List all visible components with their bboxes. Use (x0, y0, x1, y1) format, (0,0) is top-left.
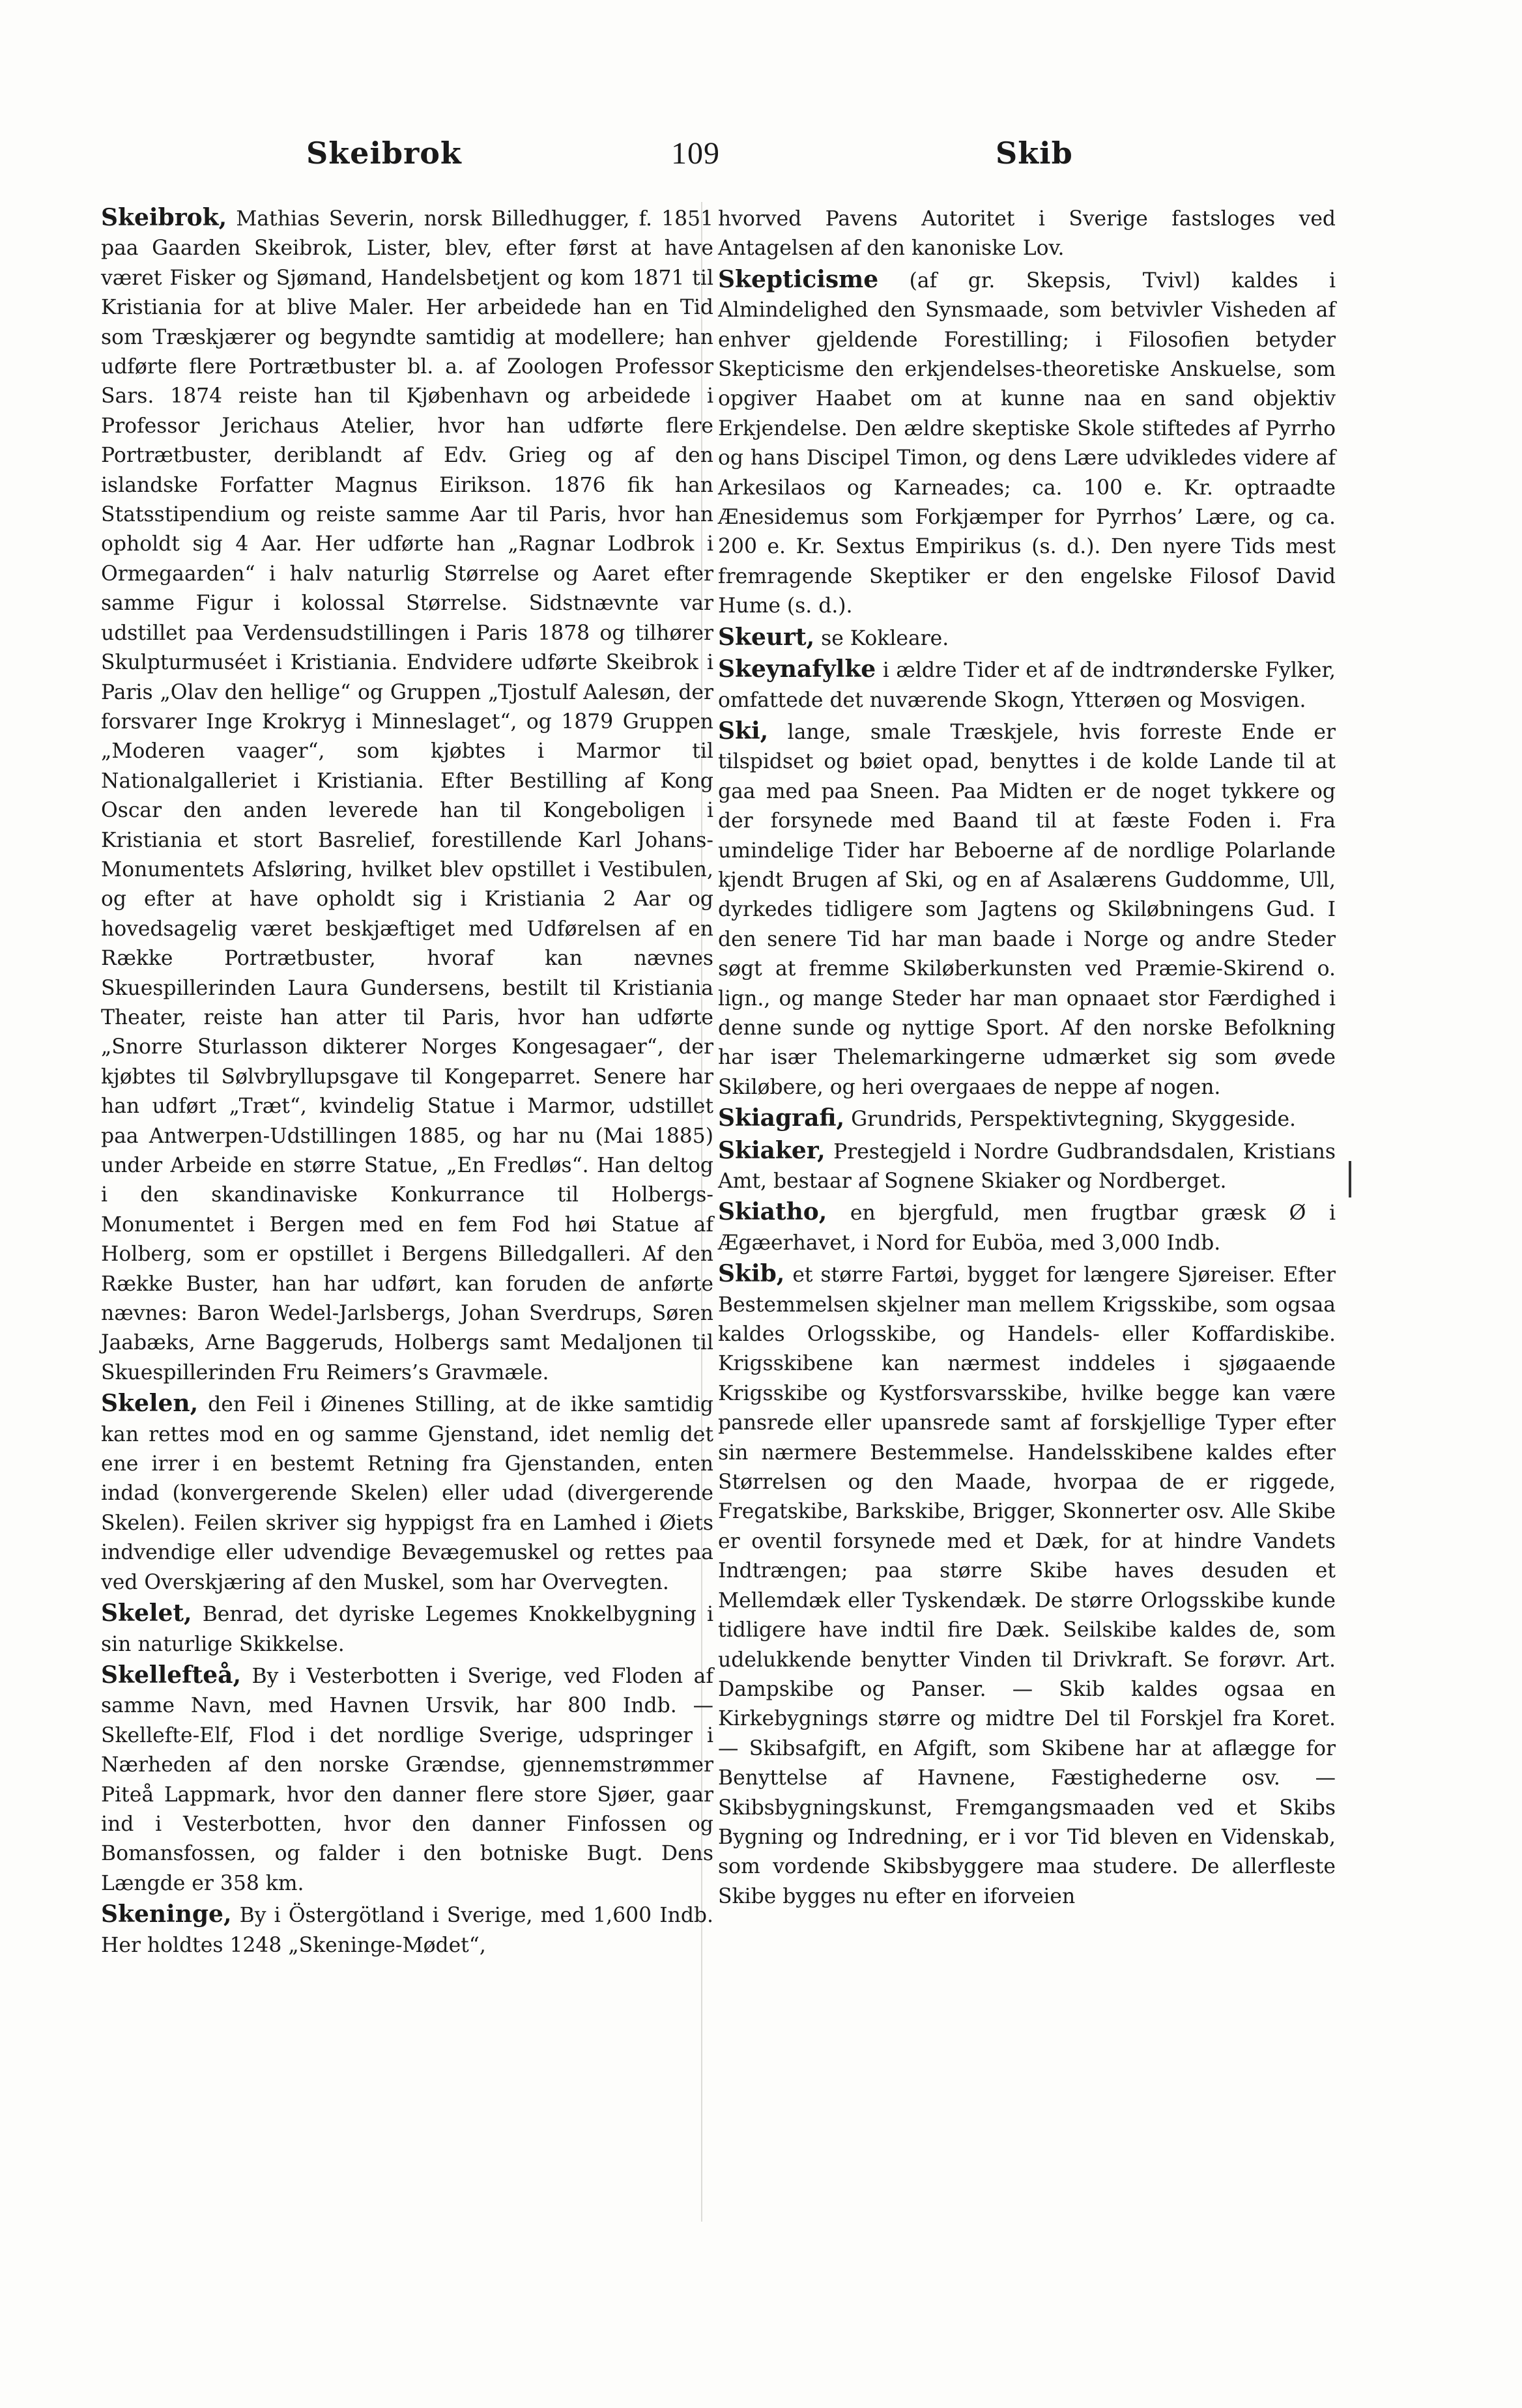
headword: Skeninge, (101, 1900, 232, 1928)
entry-text: hvorved Pavens Autoritet i Sverige fastsloges ved Antagelsen af den kanoniske Lov. (718, 207, 1336, 261)
margin-mark (1349, 1161, 1351, 1197)
entry-skiaker (718, 1136, 1336, 1197)
entry-text: Grundrids, Perspektivtegning, Skyggeside. (844, 1108, 1297, 1132)
headword: Ski, (718, 717, 769, 745)
entry-continuation (718, 203, 1336, 264)
left-column (101, 203, 713, 1962)
page-number: 109 (671, 136, 720, 171)
entry-skelleftea (101, 1661, 713, 1899)
entry-text: By i Vesterbotten i Sverige, ved Floden af samme Navn, med Havnen Ursvik, har 800 Indb. — Skellefte-Elf, Flod i det nordlige Sverige, udspringer i Nærheden af den norske Grændse, gjennemstrømmer Piteå Lappmark, hvor den danner flere store Sjøer, gaar ind i Vesterbotten, hvor den danner Finfossen og Bomansfossen, og falder i den botniske Bugt. Dens Længde er 358 km. (101, 1664, 713, 1895)
entry-skeurt (718, 623, 1336, 653)
entry-text: lange, smale Træskjele, hvis forreste Ende er tilspidset og bøiet opad, benyttes i de kolde Lande til at gaa med paa Sneen. Paa Midten er de noget tykkere og der forsynede med Baand til at fæste Foden i. Fra umindelige Tider har Beboerne af de nordlige Polarlande kjendt Brugen af Ski, og en af Asalærens Guddomme, Ull, dyrkedes tidligere som Jagtens og Skiløbningens Gud. I den senere Tid har man baade i Norge og andre Steder søgt at fremme Skiløberkunsten ved Præmie-Skirend o. lign., og mange Steder har man opnaaet stor Færdighed i denne sunde og nyttige Sport. Af den norske Befolkning har især Thelemarkingerne udmærket sig som øvede Skiløbere, og heri overgaaes de neppe af nogen. (718, 720, 1336, 1099)
left-running-head: Skeibrok (306, 136, 462, 171)
entry-skelet (101, 1599, 713, 1659)
headword: Skepticisme (718, 265, 879, 293)
entry-skib (718, 1259, 1336, 1912)
entry-skelen (101, 1389, 713, 1598)
headword: Skiagrafi, (718, 1104, 845, 1132)
entry-text: Prestegjeld i Nordre Gudbrandsdalen, Kristians Amt, bestaar af Sognene Skiaker og Nordberget. (718, 1140, 1336, 1193)
running-header (0, 136, 1522, 188)
headword: Skib, (718, 1260, 785, 1288)
headword: Skeynafylke (718, 655, 876, 683)
entry-skeninge (101, 1900, 713, 1960)
entry-text: se Kokleare. (814, 626, 949, 650)
entry-text: Benrad, det dyriske Legemes Knokkelbygning i sin naturlige Skikkelse. (101, 1603, 713, 1656)
right-column (718, 203, 1336, 1913)
entry-text: den Feil i Øinenes Stilling, at de ikke samtidig kan rettes mod en og samme Gjenstand, idet nemlig det ene irrer i en bestemt Retning fra Gjenstanden, enten indad (konvergerende Skelen) eller udad (divergerende Skelen). Feilen skriver sig hyppigst fra en Lamhed i Øiets indvendige eller udvendige Bevægemuskel og rettes paa ved Overskjæring af den Muskel, som har Overvegten. (101, 1393, 713, 1594)
headword: Skelen, (101, 1390, 199, 1418)
entry-ski (718, 717, 1336, 1102)
headword: Skiatho, (718, 1198, 827, 1226)
entry-skeynafylke (718, 655, 1336, 715)
entry-text: By i Östergötland i Sverige, med 1,600 Indb. Her holdtes 1248 „Skeninge-Mødet“, (101, 1904, 713, 1957)
headword: Skellefteå, (101, 1661, 241, 1689)
entry-text: Mathias Severin, norsk Billedhugger, f. 1851 paa Gaarden Skeibrok, Lister, blev, efter først at have været Fisker og Sjømand, Handelsbetjent og kom 1871 til Kristiania for at blive Maler. Her arbeidede han en Tid som Træskjærer og begyndte samtidig at modellere; han udførte flere Portrætbuster bl. a. af Zoologen Professor Sars. 1874 reiste han til Kjøbenhavn og arbeidede i Professor Jerichaus Atelier, hvor han udførte flere Portrætbuster, deriblandt af Edv. Grieg og af den islandske Forfatter Magnus Eirikson. 1876 fik han Statsstipendium og reiste samme Aar til Paris, hvor han opholdt sig 4 Aar. Her udførte han „Ragnar Lodbrok i Ormegaarden“ i halv naturlig Størrelse og Aaret efter samme Figur i kolossal Størrelse. Sidstnævnte var udstillet paa Verdensudstillingen i Paris 1878 og tilhører Skulpturmuséet i Kristiania. Endvidere udførte Skeibrok i Paris „Olav den hellige“ og Gruppen „Tjostulf Aalesøn, der forsvarer Inge Krokryg i Minneslaget“, og 1879 Gruppen „Moderen vaager“, som kjøbtes i Marmor til Nationalgalleriet i Kristiania. Efter Bestilling af Kong Oscar den anden leverede han til Kongeboligen i Kristiania et stort Basrelief, forestillende Karl Johans-Monumentets Afsløring, hvilket blev opstillet i Vestibulen, og efter at have opholdt sig i Kristiania 2 Aar og hovedsagelig været beskjæftiget med Udførelsen af en Række Portrætbuster, hvoraf kan nævnes Skuespillerinden Laura Gundersens, bestilt til Kristiania Theater, reiste han atter til Paris, hvor han udførte „Snorre Sturlasson dikterer Norges Kongesagaer“, der kjøbtes til Sølvbryllupsgave til Kongeparret. Senere har han udført „Træt“, kvindelig Statue i Marmor, udstillet paa Antwerpen-Udstillingen 1885, og har nu (Mai 1885) under Arbeide en større Statue, „En Fredløs“. Han deltog i den skandinaviske Konkurrance til Holbergs-Monumentet i Bergen med en fem Fod høi Statue af Holberg, som er opstillet i Bergens Billedgalleri. Af den Række Buster, han har udført, kan foruden de anførte nævnes: Baron Wedel-Jarlsbergs, Johan Sverdrups, Søren Jaabæks, Arne Baggeruds, Holbergs samt Medaljonen til Skuespillerinden Fru Reimers’s Gravmæle. (101, 207, 713, 1384)
entry-skepticisme (718, 265, 1336, 622)
entry-skiagrafi (718, 1104, 1336, 1134)
headword: Skelet, (101, 1599, 192, 1627)
entry-skeibrok (101, 203, 713, 1388)
entry-text: et større Fartøi, bygget for længere Sjøreiser. Efter Bestemmelsen skjelner man mellem Krigsskibe, som ogsaa kaldes Orlogsskibe, og Handels- eller Koffardiskibe. Krigsskibene kan nærmest inddeles i sjøgaaende Krigsskibe og Kystforsvarsskibe, hvilke begge kan være pansrede eller upansrede samt af forskjellige Typer efter sin nærmere Bestemmelse. Handelsskibene kaldes efter Størrelsen og den Maade, hvorpaa de er riggede, Fregatskibe, Barkskibe, Brigger, Skonnerter osv. Alle Skibe er oventil forsynede med et Dæk, for at hindre Vandets Indtrængen; paa større Skibe haves desuden et Mellemdæk eller Tyskendæk. De større Orlogsskibe kunde tidligere have indtil fire Dæk. Seilskibe kaldes de, som udelukkende benytter Vinden til Drivkraft. Se forøvr. Art. Dampskibe og Panser. — Skib kaldes ogsaa en Kirkebygnings større og midtre Del til Forskjel fra Koret. — Skibsafgift, en Afgift, som Skibene har at aflægge for Benyttelse af Havnene, Fæstighederne osv. — Skibsbygningskunst, Fremgangsmaaden ved et Skibs Bygning og Indredning, er i vor Tid bleven en Videnskab, som vordende Skibsbyggere maa studere. De allerfleste Skibe bygges nu efter en iforveien (718, 1263, 1336, 1908)
entry-text: en bjergfuld, men frugtbar græsk Ø i Ægæerhavet, i Nord for Euböa, med 3,000 Indb. (718, 1201, 1336, 1255)
entry-skiatho (718, 1197, 1336, 1258)
entry-text: i ældre Tider et af de indtrønderske Fylker, omfattede det nuværende Skogn, Ytterøen og Mosvigen. (718, 659, 1336, 712)
entry-text: (af gr. Skepsis, Tvivl) kaldes i Almindelighed den Synsmaade, som betvivler Visheden af enhver gjeldende Forestilling; i Filosofien betyder Skepticisme den erkjendelses-theoretiske Anskuelse, som opgiver Haabet om at kunne naa en sand objektiv Erkjendelse. Den ældre skeptiske Skole stiftedes af Pyrrho og hans Discipel Timon, og dens Lære udvikledes videre af Arkesilaos og Karneades; ca. 100 e. Kr. optraadte Ænesidemus som Forkjæmper for Pyrrhos’ Lære, og ca. 200 e. Kr. Sextus Empirikus (s. d.). Den nyere Tids mest fremragende Skeptiker er den engelske Filosof David Hume (s. d.). (718, 268, 1336, 618)
headword: Skeurt, (718, 623, 815, 651)
right-running-head: Skib (996, 136, 1073, 171)
headword: Skeibrok, (101, 204, 227, 231)
headword: Skiaker, (718, 1136, 826, 1164)
